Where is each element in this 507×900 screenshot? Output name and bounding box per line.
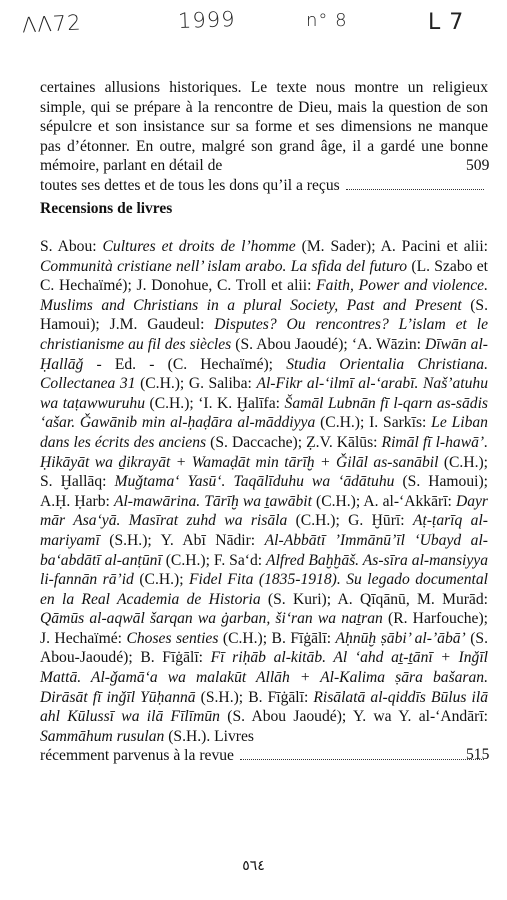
- review-author: S. Ḫallāq:: [40, 473, 115, 491]
- review-title: Studia Orientalia Christiana. Collectanea 31: [40, 355, 488, 393]
- review-author: A.Ḥ. Ḥarb:: [40, 492, 114, 510]
- review-title: Choses senties: [126, 629, 219, 647]
- review-reviewer: (C.H.);: [218, 629, 272, 647]
- review-reviewer: (C.H.);: [311, 492, 364, 510]
- review-reviewer: (L. Szabo et C. Hechaïmé);: [40, 257, 488, 295]
- review-author: G. Saliba:: [188, 375, 257, 393]
- review-title: Fidel Fita (1835-1918). Su legado documental en la Real Academia de Historia: [40, 571, 488, 608]
- page-ref-515: 515: [466, 746, 490, 763]
- handwritten-note-3: n° 8: [306, 10, 348, 31]
- review-reviewer: (M. Sader);: [295, 238, 381, 255]
- review-title: Communità cristiane nell’ islam arabo. La sfida del futuro: [40, 257, 408, 275]
- review-author: ‘I. K. Ḫalīfa:: [198, 394, 285, 412]
- page-number: ٥٦٤: [242, 858, 265, 874]
- review-title: Fī riḥāb al-kitāb. Al ‘ahd aṯ-ṯānī + Inǧīl Mattā. Al-ǧamā‘a wa malakūt Allāh + Al-Kalima ṣāra bašaran. Dirāsāt fī inǧīl Yūḥannā: [40, 649, 488, 706]
- review-reviewer: (S.H.);: [99, 531, 161, 549]
- review-reviewer: (S. Abou Jaoudé);: [231, 335, 352, 353]
- review-reviewer: (S. Hamoui);: [40, 296, 488, 334]
- review-author: G. Ḫūrī:: [348, 512, 413, 530]
- review-author: J. Hechaïmé:: [40, 629, 127, 647]
- review-author: Ẓ.V. Kālūs:: [306, 433, 382, 451]
- review-author: B. Fīġālī:: [271, 629, 336, 647]
- review-title: Aḥnūḫ ṣābi’ al-’ābā’: [335, 629, 466, 647]
- review-author: J. Donohue, C. Troll et alii:: [136, 277, 317, 295]
- review-reviewer: (C.H.);: [133, 571, 190, 589]
- review-reviewer: (S. Abou Jaoudé);: [219, 708, 353, 726]
- review-author: S. Abou:: [40, 238, 103, 255]
- review-title: Muǧtama‘ Yasū‘. Taqālīduhu wa ‘ādātuhu: [114, 473, 395, 491]
- review-title: Faith, Power and violence. Muslims and Christians in a plural Society, Past and Present: [40, 277, 489, 314]
- top-paragraph-text: certaines allusions historiques. Le texte nous montre un religieux simple, qui se prépare à la rencontre de Dieu, mais la question de son sépulcre et son insistance sur sa forme et ses dimensions ne manque pas d’étonner. En outre, malgré son grand âge, il a gardé une bonne mémoire, parlant en détail de: [40, 79, 488, 175]
- handwritten-note-1: ΛΛ72: [21, 10, 83, 38]
- review-title: Rimāl fī l-hawā’. Ḥikāyāt wa ḏikrayāt + Wamaḍāt min tārīḫ + Ǧilāl as-sanābil: [40, 433, 488, 471]
- review-title: Disputes? Ou rencontres? L’islam et le christianisme au fil des siècles: [40, 316, 488, 353]
- review-reviewer: (C.H.);: [145, 394, 199, 412]
- reviews-tail: Livres: [214, 727, 254, 745]
- review-title: Dīwān al-Ḥallāǧ: [40, 335, 488, 373]
- toc-entry-515: [40, 746, 488, 766]
- handwritten-note-2: 1999: [177, 7, 236, 33]
- toc-entry-text: toutes ses dettes et de tous les dons qu’il a reçus: [40, 176, 340, 194]
- review-reviewer: (S.H.).: [164, 727, 215, 745]
- handwritten-note-4: L 7: [428, 10, 465, 35]
- review-reviewer: (C.H.);: [438, 453, 488, 471]
- review-author: A. al-‘Akkārī:: [363, 492, 456, 510]
- review-author: F. Sa‘d:: [213, 551, 267, 569]
- review-title: Al-Fikr al-‘ilmī al-‘arabī. Našʼatuhu wa taṭawwuruhu: [40, 375, 488, 412]
- review-reviewer: - Ed. - (C. Hechaïmé);: [83, 355, 287, 373]
- review-author: Y. Abī Nādir:: [160, 531, 265, 549]
- review-reviewer: (S. Kuri);: [260, 590, 338, 608]
- review-reviewer: (S. Daccache);: [206, 433, 307, 451]
- page-ref-509: 509: [466, 157, 490, 174]
- dot-leader: [240, 758, 484, 760]
- review-title: Cultures et droits de l’homme: [102, 238, 296, 255]
- review-title: Dayr mār Asa‘yā. Masīrat zuhd wa risāla: [40, 492, 488, 530]
- review-author: ‘A. Wāzin:: [351, 335, 426, 353]
- review-author: B. Fīġālī:: [248, 688, 314, 706]
- review-reviewer: (C.H.);: [135, 375, 189, 393]
- review-title: Sammāhum rusulan: [40, 727, 165, 745]
- review-title: Qāmūs al-aqwāl šarqan wa ġarban, ši‘ran wa naṯran: [40, 610, 383, 628]
- review-title: Al-Abbātī ’Immānū’īl ‘Ubayd al-ba‘abdātī al-anṭūnī: [40, 531, 488, 569]
- reviews-paragraph: [40, 237, 488, 766]
- toc-entry-509: [40, 176, 488, 196]
- review-author: I. Sarkīs:: [369, 414, 432, 432]
- review-reviewer: (S. Hamoui);: [394, 473, 488, 491]
- review-author: A. Pacini et alii:: [380, 238, 488, 255]
- section-heading: Recensions de livres: [40, 200, 173, 217]
- review-title: Alfred Baḫḫāš. As-sīra al-mansiyya li-fannān rā’id: [40, 551, 488, 589]
- review-reviewer: (R. Harfouche);: [382, 610, 489, 628]
- review-author: A. Qīqānū, M. Murād:: [337, 590, 488, 608]
- review-reviewer: (C.H.);: [287, 512, 349, 530]
- review-reviewer: (S.H.);: [195, 688, 249, 706]
- review-author: J.M. Gaudeul:: [109, 316, 215, 334]
- review-reviewer: (C.H.);: [315, 414, 370, 432]
- dot-leader: [346, 188, 484, 190]
- top-paragraph: [40, 78, 488, 196]
- review-reviewer: (C.H.);: [161, 551, 214, 569]
- review-author: Y. wa Y. al-‘Andārī:: [352, 708, 488, 726]
- review-author: B. Fīġālī:: [140, 649, 211, 667]
- review-title: Šamāl Lubnān fī l-qarn as-sādis ‘ašar. Ǧawānib min al-ḥaḍāra al-māddiyya: [40, 394, 488, 432]
- review-title: Le Liban dans les écrits des anciens: [40, 414, 488, 451]
- review-title: Al-mawārina. Tārīḫ wa ṯawābit: [113, 492, 312, 510]
- reviews-list: [40, 238, 488, 745]
- review-reviewer: (S. Abou-Jaoudé);: [40, 629, 488, 667]
- toc-entry-text: récemment parvenus à la revue: [40, 747, 234, 765]
- review-title: Aṭ-ṭarīq al-mariyamī: [40, 512, 488, 549]
- review-title: Risālatā al-qiddīs Būlus ilā ahl Kūlussī wa ilā Fīlīmūn: [40, 688, 489, 726]
